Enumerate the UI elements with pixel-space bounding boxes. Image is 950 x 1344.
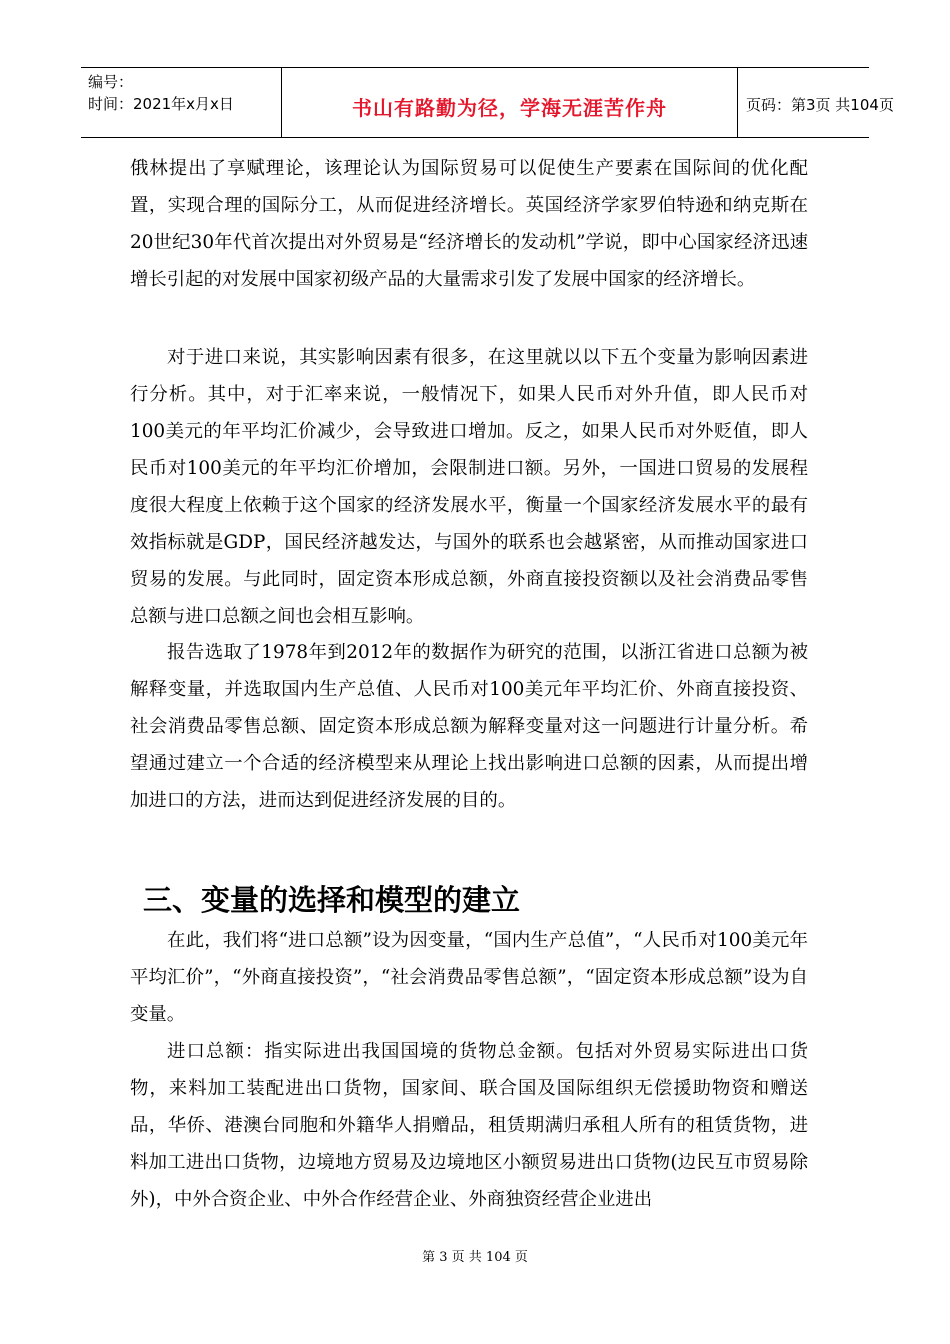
header-page-cell <box>738 68 894 137</box>
page-footer: 第 3 页 共 104 页 <box>422 1250 528 1265</box>
document-header <box>81 67 894 138</box>
header-motto-cell <box>281 68 738 137</box>
header-motto: 书山有路勤为径，学海无涯苦作舟 <box>352 96 667 120</box>
document-time-label: 时间：2021年x月x日 <box>88 95 234 113</box>
document-number-label: 编号： <box>88 73 134 91</box>
header-meta-cell <box>81 68 281 137</box>
header-page-info: 页码：第3页 共104页 <box>746 96 894 114</box>
body-paragraph-1: 俄林提出了享赋理论，该理论认为国际贸易可以促使生产要素在国际间的优化配置，实现合理的国际分工，从而促进经济增长。英国经济学家罗伯特逊和纳克斯在20世纪30年代首次提出对外贸易是“经济增长的发动机”学说，即中心国家经济迅速增长引起的对发展中国家初级产品的大量需求引发了发展中国家的经济增长。 <box>130 158 808 290</box>
body-paragraph-3: 报告选取了1978年到2012年的数据作为研究的范围，以浙江省进口总额为被解释变量，并选取国内生产总值、人民币对100美元年平均汇价、外商直接投资、社会消费品零售总额、固定资本形成总额为解释变量对这一问题进行计量分析。希望通过建立一个合适的经济模型来从理论上找出影响进口总额的因素，从而提出增加进口的方法，进而达到促进经济发展的目的。 <box>130 642 808 811</box>
body-paragraph-5: 进口总额：指实际进出我国国境的货物总金额。包括对外贸易实际进出口货物，来料加工装配进出口货物，国家间、联合国及国际组织无偿援助物资和赠送品，华侨、港澳台同胞和外籍华人捐赠品，租赁期满归承租人所有的租赁货物，进料加工进出口货物，边境地方贸易及边境地区小额贸易进出口货物(边民互市贸易除外)，中外合资企业、中外合作经营企业、外商独资经营企业进出 <box>130 1041 808 1210</box>
body-paragraph-4: 在此，我们将“进口总额”设为因变量，“国内生产总值”，“人民币对100美元年平均汇价”，“外商直接投资”，“社会消费品零售总额”，“固定资本形成总额”设为自变量。 <box>130 930 808 1025</box>
section-heading: 三、变量的选择和模型的建立 <box>143 883 521 917</box>
body-paragraph-2: 对于进口来说，其实影响因素有很多，在这里就以以下五个变量为影响因素进行分析。其中，对于汇率来说，一般情况下，如果人民币对外升值，即人民币对100美元的年平均汇价减少，会导致进口增加。反之，如果人民币对外贬值，即人民币对100美元的年平均汇价增加，会限制进口额。另外，一国进口贸易的发展程度很大程度上依赖于这个国家的经济发展水平，衡量一个国家经济发展水平的最有效指标就是GDP，国民经济越发达，与国外的联系也会越紧密，从而推动国家进口贸易的发展。与此同时，固定资本形成总额，外商直接投资额以及社会消费品零售总额与进口总额之间也会相互影响。 <box>130 347 808 627</box>
